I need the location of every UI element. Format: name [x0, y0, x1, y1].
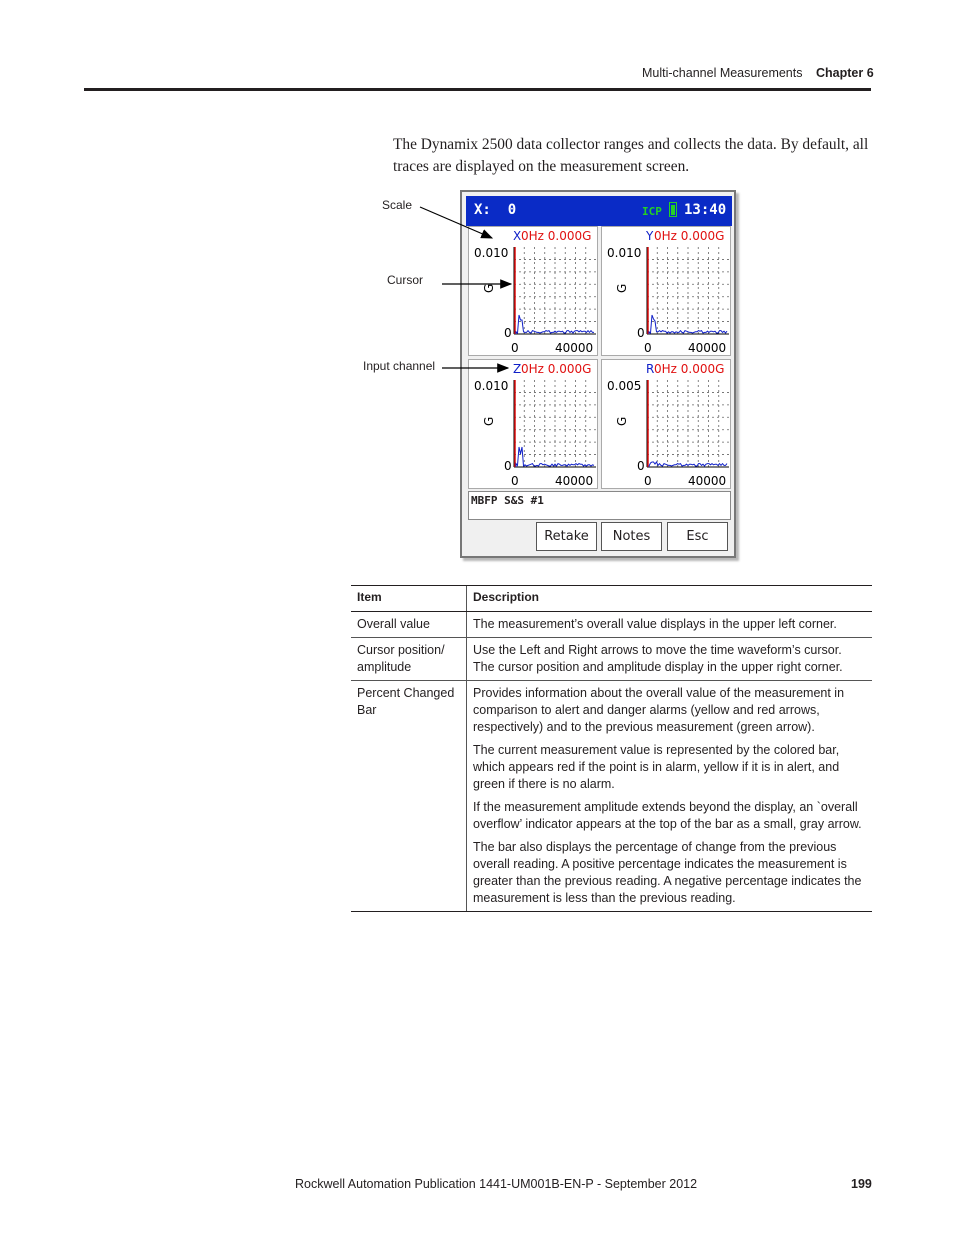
row-item: Overall value — [351, 612, 467, 638]
y-zero-label: 0 — [504, 326, 512, 340]
y-axis-label: G — [482, 283, 496, 293]
esc-button[interactable]: Esc — [667, 522, 728, 551]
retake-button[interactable]: Retake — [536, 522, 597, 551]
x-max-label: 40000 — [555, 474, 594, 488]
cursor-readout: 0Hz 0.000G — [521, 229, 592, 243]
channel-label: Z — [513, 362, 522, 376]
callout-cursor: Cursor — [387, 273, 424, 287]
overall-value: X: 0 — [474, 202, 517, 218]
x-max-label: 40000 — [688, 474, 727, 488]
row-description: Use the Left and Right arrows to move the time waveform’s cursor. The cursor position and amplitude display in the upper right corner. — [467, 638, 873, 681]
y-zero-label: 0 — [637, 326, 645, 340]
scale-value: 0.010 — [474, 379, 509, 393]
description-table — [351, 585, 872, 912]
channel-label: X — [513, 229, 522, 243]
y-zero-label: 0 — [637, 459, 645, 473]
y-axis-label: G — [482, 416, 496, 426]
footer-publication: Rockwell Automation Publication 1441-UM001B-EN-P - September 2012 — [295, 1177, 698, 1191]
notes-button[interactable]: Notes — [601, 522, 662, 551]
row-item: Percent Changed Bar — [351, 681, 467, 912]
x-min-label: 0 — [644, 341, 652, 355]
cursor-readout: 0Hz 0.000G — [654, 229, 725, 243]
table-row — [351, 612, 872, 638]
cursor-readout: 0Hz 0.000G — [654, 362, 725, 376]
scale-value: 0.010 — [607, 246, 642, 260]
channel-label: Y — [646, 229, 654, 243]
table-row — [351, 638, 872, 681]
header-section-title: Multi-channel Measurements — [642, 66, 803, 80]
x-max-label: 40000 — [688, 341, 727, 355]
row-item: Cursor position/ amplitude — [351, 638, 467, 681]
table-row — [351, 681, 872, 912]
clock: 13:40 — [684, 202, 727, 218]
x-max-label: 40000 — [555, 341, 594, 355]
x-min-label: 0 — [644, 474, 652, 488]
y-zero-label: 0 — [504, 459, 512, 473]
row-description: Provides information about the overall value of the measurement in comparison to alert and danger alarms (yellow and red arrows, respectively) and to the previous measurement (green arrow). The current measurement value is represented by the colored bar, which appears red if the point is in alarm, yellow if it is in alert, and green if there is no alarm. If the measurement amplitude extends beyond the display, an `overall overflow’ indicator appears at the top of the bar as a small, gray arrow. The bar also displays the percentage of change from the previous overall reading. A positive percentage indicates the measurement is greater than the previous reading. A negative percentage indicates the measurement is less than the previous reading. — [467, 681, 873, 912]
header-chapter: Chapter 6 — [816, 66, 874, 80]
row-description: The measurement’s overall value displays in the upper left corner. — [467, 612, 873, 638]
column-header-item: Item — [351, 586, 467, 612]
y-axis-label: G — [615, 283, 629, 293]
x-min-label: 0 — [511, 474, 519, 488]
icp-indicator: ICP — [642, 205, 662, 218]
cursor-readout: 0Hz 0.000G — [521, 362, 592, 376]
x-min-label: 0 — [511, 341, 519, 355]
intro-paragraph: The Dynamix 2500 data collector ranges and collects the data. By default, all traces are displayed on the measurement screen. — [393, 136, 869, 175]
scale-value: 0.005 — [607, 379, 642, 393]
callout-scale: Scale — [382, 198, 413, 212]
page-number: 199 — [851, 1177, 872, 1191]
channel-label: R — [646, 362, 655, 376]
scale-value: 0.010 — [474, 246, 509, 260]
y-axis-label: G — [615, 416, 629, 426]
callout-input-channel: Input channel — [363, 359, 436, 373]
measurement-name: MBFP S&S #1 — [471, 494, 544, 507]
column-header-description: Description — [467, 586, 873, 612]
scale-arrow — [420, 207, 492, 238]
